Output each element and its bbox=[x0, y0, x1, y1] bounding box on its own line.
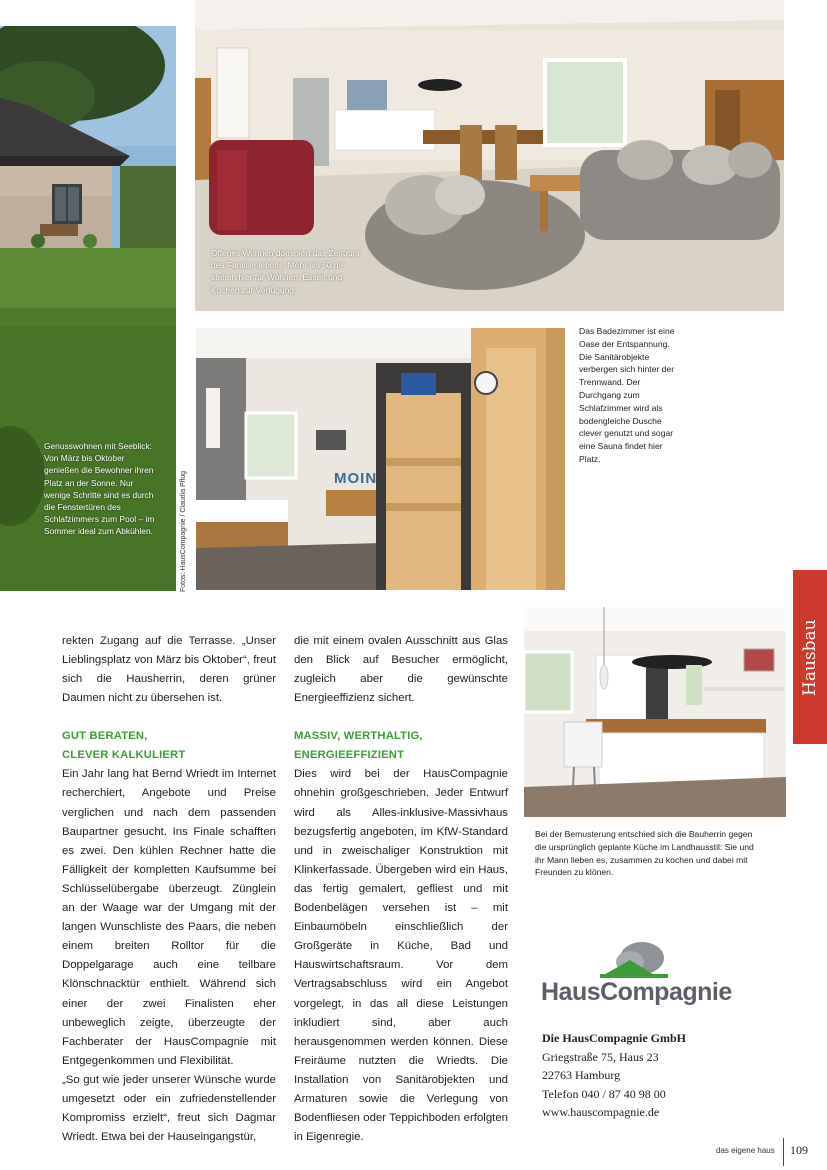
photo-credit: Fotos: HausCompagnie / Claudia Pflug bbox=[180, 470, 187, 592]
company-name: Die HausCompagnie GmbH bbox=[542, 1031, 687, 1045]
garden-caption: Genusswohnen mit Seeblick: Von März bis Oktober genießen die Bewohner ihren Platz an der Sonne. Nur wenige Schritte sind es durch die Fenstertüren des Schlafzimmers zum Pool – im Sommer ideal zum Abkühlen. bbox=[44, 441, 155, 537]
company-phone: Telefon 040 / 87 40 98 00 bbox=[542, 1086, 666, 1101]
column1-paragraph-2: Ein Jahr lang hat Bernd Wriedt im Internet recherchiert, Angebote und Preise verglichen und nach dem passenden Baupartner gesucht. Ins Finale schafften es zwei. Den kühlen Rechner hatte die Fälligkeit der kompletten Kaufsumme bei Schlüsselübergabe überzeugt. Zünglein an der Waage war der Umgang mit der langen Wunschliste des Paars, die neben einem breiten Rolltor für die Doppelgarage auch eine teilbare Klönschnacktür enthielt. Während sich einer der zwei Finalisten eher unbeweglich zeigte, überzeugte der Fachberater der HausCompagnie mit Entgegenkommen und Flexibilität. bbox=[62, 768, 276, 1067]
kitchen-caption: Bei der Bemusterung entschied sich die Bauherrin gegen die ursprünglich geplante Küche im Landhausstil: Sie und ihr Mann lieben es, zusammen zu kochen und dabei mit Freunden zu klönen. bbox=[535, 829, 754, 878]
footer-divider bbox=[783, 1138, 784, 1166]
page-number: 109 bbox=[790, 1143, 808, 1157]
company-city: 22763 Hamburg bbox=[542, 1068, 621, 1082]
column1-heading-line2: CLEVER KALKULIERT bbox=[62, 749, 186, 762]
magazine-name: das eigene haus bbox=[716, 1146, 775, 1155]
kitchen-photo bbox=[524, 607, 786, 817]
sauna-sign: MOIN bbox=[334, 470, 378, 487]
section-tab bbox=[793, 570, 827, 744]
company-street: Griegstraße 75, Haus 23 bbox=[542, 1049, 659, 1064]
company-website[interactable]: www.hauscompagnie.de bbox=[542, 1105, 660, 1119]
text-column-2 bbox=[294, 632, 508, 1147]
column2-paragraph-2: Dies wird bei der HausCompagnie ohnehin großgeschrieben. Jeder Entwurf wird als Alles-inklusive-Massivhaus bezugsfertig angeboten, im KfW-Standard und in zweischaliger Konstruktion mit Klinkerfassade. Übergeben wird ein Haus, das fertig gemalert, gefliest und mit Bodenbelägen versehen ist – mit Einbaumöbeln einschließlich der Großgeräte in Küche, Bad und Hauswirtschaftsraum. Vor dem Vertragsabschluss wird ein Angebot vorgelegt, in das all diese Leistungen inkludiert sind, aber auch herausgenommen werden können. Diese Freiräume nutzten die Wriedts. Die Installation von Sanitärobjekten und Armaturen sowie die Verlegung von Bodenfliesen oder Teppichboden erfolgten in Eigenregie. bbox=[294, 768, 508, 1144]
hauscompagnie-logo-icon bbox=[600, 940, 670, 980]
bathroom-photo bbox=[196, 328, 565, 590]
column2-paragraph-1: die mit einem ovalen Ausschnitt aus Glas den Blick auf Besucher ermöglicht, zugleich aber die gewünschte Energieeffizienz sichert. bbox=[294, 635, 508, 705]
section-tab-label: Hausbau bbox=[800, 619, 820, 696]
living-room-caption: Offenes Wohnen dominiert das Zentrum des Familienlebens. Mehr als 50 m² stehen hier für Wohnen, Essen und Kochen zur Verfügung. bbox=[211, 248, 360, 295]
column1-paragraph-1: rekten Zugang auf die Terrasse. „Unser Lieblingsplatz von März bis Oktober“, freut sich die Hausherrin, deren grüner Daumen nicht zu übersehen ist. bbox=[62, 635, 276, 705]
column1-heading-line1: GUT BERATEN, bbox=[62, 730, 148, 743]
column1-paragraph-3: „So gut wie jeder unserer Wünsche wurde umgesetzt oder ein zufriedenstellender Kompromiss erzielt“, freut sich Dagmar Wriedt. Etwa bei der Hauseingangstür, bbox=[62, 1073, 276, 1144]
column2-heading-line1: MASSIV, WERTHALTIG, bbox=[294, 730, 423, 743]
column2-heading-line2: ENERGIEEFFIZIENT bbox=[294, 749, 405, 762]
company-address bbox=[542, 1029, 782, 1122]
company-logo-text: HausCompagnie bbox=[541, 978, 732, 1006]
bathroom-caption: Das Badezimmer ist eine Oase der Entspannung. Die Sanitärobjekte verbergen sich hinter der Trennwand. Der Durchgang zum Schlafzimmer wird als bodengleiche Dusche clever genutzt und sogar eine Sauna findet hier Platz. bbox=[579, 326, 675, 464]
text-column-1 bbox=[62, 632, 276, 1147]
